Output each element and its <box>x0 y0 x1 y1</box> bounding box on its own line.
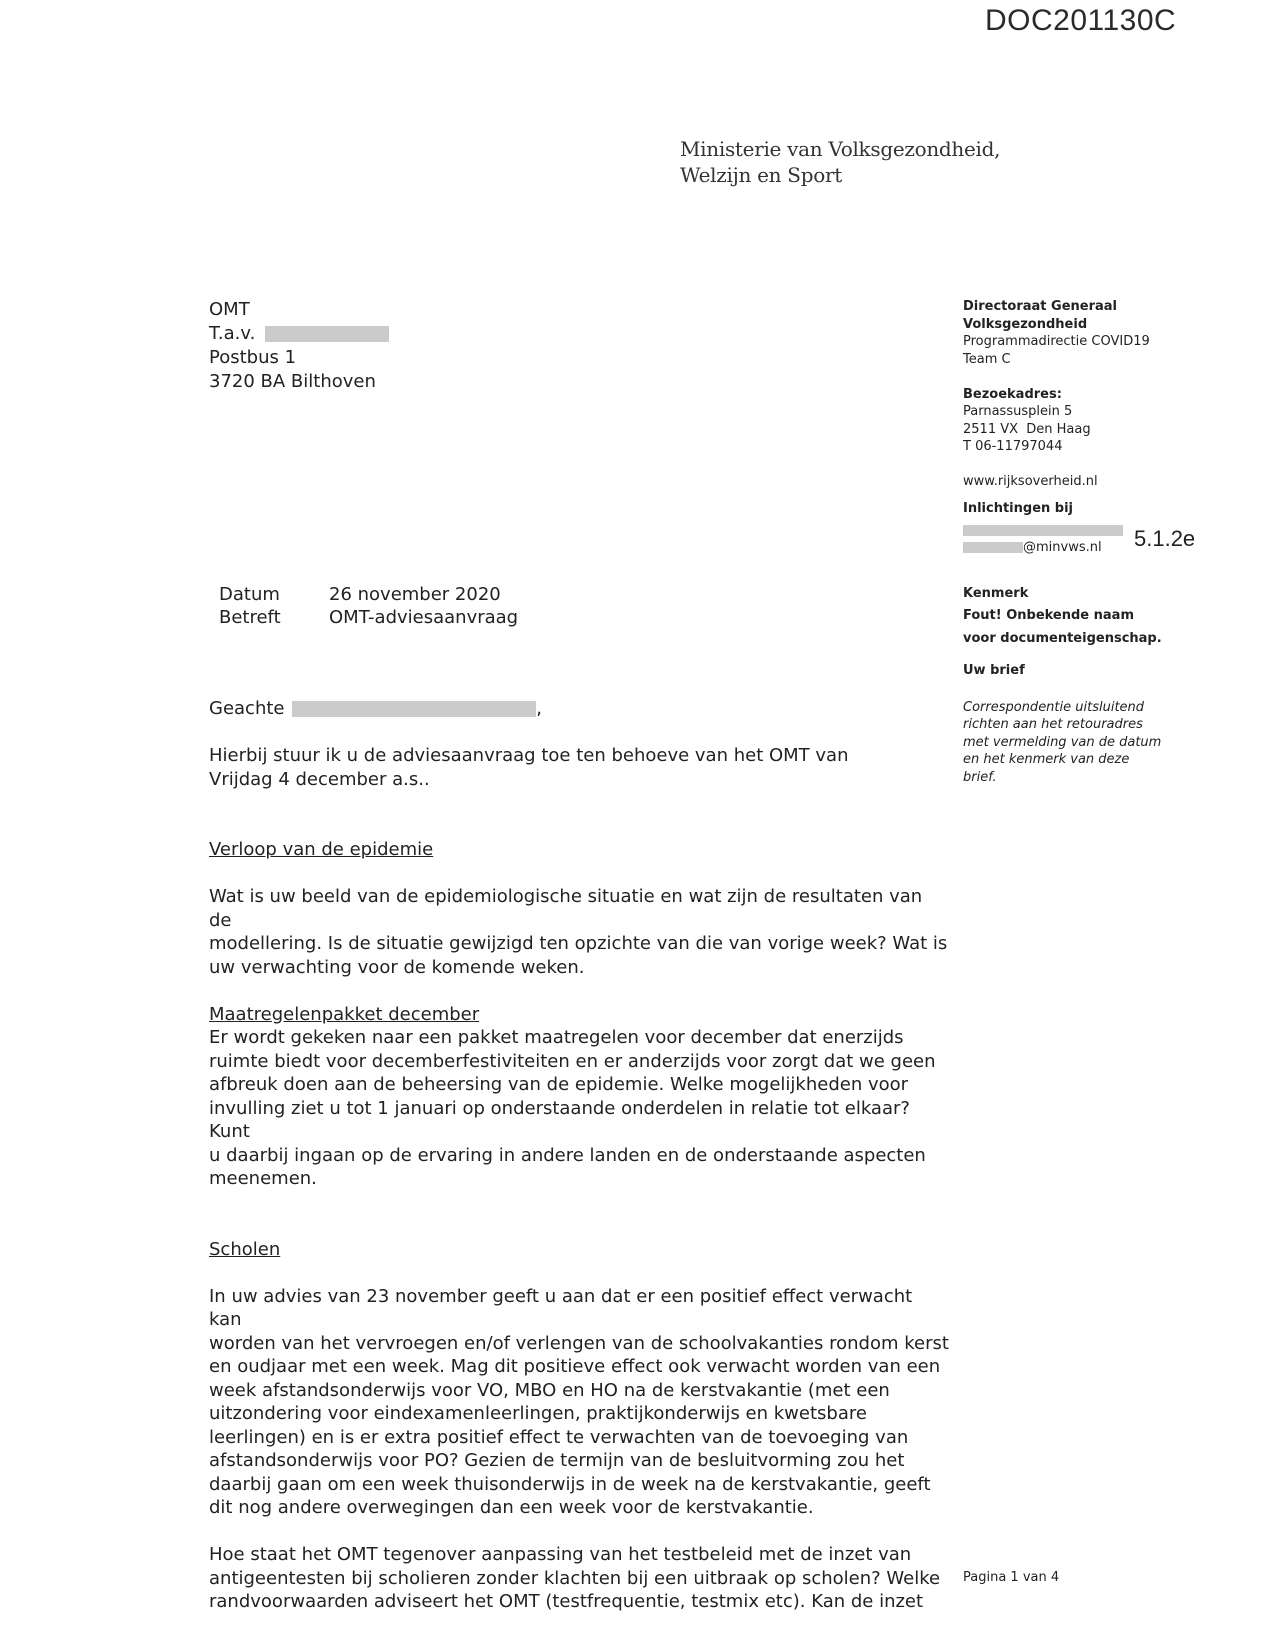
sidebar-ref-value-2: voor documenteigenschap. <box>963 630 1162 646</box>
paragraph-line: afstandsonderwijs voor PO? Gezien de termijn van de besluitvorming zou het <box>209 1450 905 1471</box>
paragraph-line: uw verwachting voor de komende weken. <box>209 956 585 978</box>
sidebar-dept-2: Team C <box>963 351 1011 367</box>
sidebar-ref-value-1: Fout! Onbekende naam <box>963 608 1134 623</box>
sidebar-note-line: brief. <box>963 769 997 785</box>
sidebar-dept-1: Programmadirectie COVID19 <box>963 334 1150 349</box>
sidebar-note-line: richten aan het retouradres <box>963 717 1143 732</box>
letter-body <box>209 697 949 1614</box>
sidebar-note-line: met vermelding van de datum <box>963 734 1162 750</box>
heading-epidemic: Verloop van de epidemie <box>209 839 434 860</box>
address-line-2 <box>209 322 389 346</box>
address-line-4: 3720 BA Bilthoven <box>209 371 376 392</box>
redaction-block <box>963 525 1123 536</box>
heading-schools: Scholen <box>209 1238 281 1260</box>
redaction-block <box>292 701 536 717</box>
document-id: DOC201130C <box>985 4 1177 37</box>
salutation-text: Geachte <box>209 698 285 719</box>
sidebar-note <box>963 699 1203 787</box>
ministry-logo <box>680 136 1000 188</box>
paragraph-line: meenemen. <box>209 1168 317 1189</box>
paragraph-line: randvoorwaarden adviseert het OMT (testfrequentie, testmix etc). Kan de inzet <box>209 1591 924 1612</box>
sidebar-note-line: Correspondentie uitsluitend <box>963 699 1145 715</box>
address-line-1: OMT <box>209 299 250 320</box>
logo-line-2: Welzijn en Sport <box>680 163 842 187</box>
meta-subject-label: Betreft <box>219 607 281 628</box>
sidebar-org-2: Volksgezondheid <box>963 316 1088 332</box>
sidebar-email-suffix: @minvws.nl <box>1023 540 1102 555</box>
paragraph-line: en oudjaar met een week. Mag dit positieve effect ook verwacht worden van een <box>209 1356 941 1377</box>
paragraph-line: daarbij gaan om een week thuisonderwijs in de week na de kerstvakantie, geeft <box>209 1473 931 1495</box>
intro-line: Vrijdag 4 december a.s.. <box>209 768 430 790</box>
sidebar-info-label: Inlichtingen bij <box>963 500 1074 516</box>
paragraph-line: Er wordt gekeken naar een pakket maatregelen voor december dat enerzijds <box>209 1027 904 1048</box>
recipient-address <box>209 298 389 394</box>
redaction-code: 5.1.2e <box>1134 526 1196 551</box>
letter-meta <box>219 583 518 629</box>
sidebar-your-letter-label: Uw brief <box>963 663 1025 678</box>
paragraph-line: worden van het vervroegen en/of verlengen van de schoolvakanties rondom kerst <box>209 1332 949 1354</box>
heading-measures: Maatregelenpakket december <box>209 1003 480 1025</box>
paragraph-line: afbreuk doen aan de beheersing van de epidemie. Welke mogelijkheden voor <box>209 1074 909 1095</box>
paragraph-line: antigeentesten bij scholieren zonder klachten bij een uitbraak op scholen? Welke <box>209 1567 941 1589</box>
paragraph-line: Wat is uw beeld van de epidemiologische situatie en wat zijn de resultaten van de <box>209 886 923 931</box>
paragraph-line: u daarbij ingaan op de ervaring in andere landen en de onderstaande aspecten <box>209 1144 926 1166</box>
sidebar-website: www.rijksoverheid.nl <box>963 474 1098 489</box>
sidebar-visit-1: Parnassusplein 5 <box>963 404 1073 419</box>
paragraph-line: uitzondering voor eindexamenleerlingen, praktijkonderwijs en kwetsbare <box>209 1403 867 1424</box>
paragraph-line: week afstandsonderwijs voor VO, MBO en HO na de kerstvakantie (met een <box>209 1379 890 1401</box>
paragraph-line: leerlingen) en is er extra positief effect te verwachten van de toevoeging van <box>209 1426 909 1448</box>
paragraph-line: ruimte biedt voor decemberfestiviteiten en er anderzijds voor zorgt dat we geen <box>209 1050 936 1072</box>
paragraph-line: dit nog andere overwegingen dan een week voor de kerstvakantie. <box>209 1497 814 1518</box>
address-line-3: Postbus 1 <box>209 347 297 368</box>
salutation-comma: , <box>536 698 542 719</box>
paragraph-line: invulling ziet u tot 1 januari op onderstaande onderdelen in relatie tot elkaar? Kunt <box>209 1097 910 1142</box>
paragraph-line: In uw advies van 23 november geeft u aan dat er een positief effect verwacht kan <box>209 1285 913 1330</box>
sidebar-ref-label: Kenmerk <box>963 585 1029 601</box>
paragraph-line: modellering. Is de situatie gewijzigd ten opzichte van die van vorige week? Wat is <box>209 933 948 954</box>
sidebar-visit-2: 2511 VX Den Haag <box>963 421 1091 437</box>
redaction-block <box>265 326 389 342</box>
salutation <box>209 697 949 721</box>
sidebar-org-1: Directoraat Generaal <box>963 299 1117 314</box>
sidebar-note-line: en het kenmerk van deze <box>963 752 1130 767</box>
logo-line-1: Ministerie van Volksgezondheid, <box>680 137 1001 161</box>
address-attention-prefix: T.a.v. <box>209 323 256 344</box>
meta-subject-row <box>219 606 518 629</box>
meta-date-label: Datum <box>219 584 280 605</box>
paragraph-line: Hoe staat het OMT tegenover aanpassing van het testbeleid met de inzet van <box>209 1544 912 1565</box>
sidebar-visit-label: Bezoekadres: <box>963 386 1062 402</box>
redaction-block <box>963 542 1023 553</box>
meta-date-value: 26 november 2020 <box>329 584 501 605</box>
page-number: Pagina 1 van 4 <box>963 1570 1060 1585</box>
sidebar-visit-3: T 06-11797044 <box>963 439 1063 454</box>
intro-line: Hierbij stuur ik u de adviesaanvraag toe ten behoeve van het OMT van <box>209 745 849 766</box>
meta-date-row <box>219 583 518 606</box>
meta-subject-value: OMT-adviesaanvraag <box>329 607 519 628</box>
